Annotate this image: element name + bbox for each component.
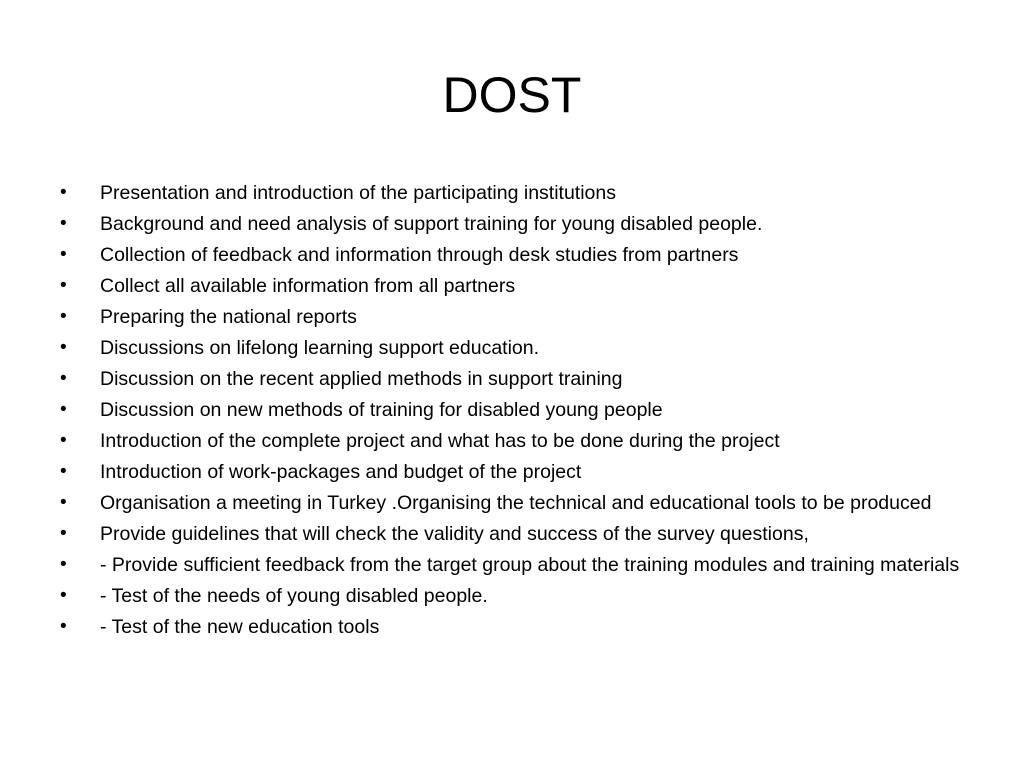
bullet-icon: • bbox=[60, 585, 67, 606]
bullet-item bbox=[56, 428, 976, 454]
bullet-text: Collection of feedback and information through desk studies from partners bbox=[100, 244, 739, 266]
bullet-icon: • bbox=[60, 461, 67, 482]
bullet-icon: • bbox=[60, 523, 67, 544]
bullet-item bbox=[56, 614, 976, 640]
bullet-icon: • bbox=[60, 213, 67, 234]
bullet-item bbox=[56, 459, 976, 485]
bullet-text: Background and need analysis of support training for young disabled people. bbox=[100, 213, 763, 235]
bullet-text: Collect all available information from all partners bbox=[100, 275, 516, 297]
bullet-icon: • bbox=[60, 244, 67, 265]
bullet-text: Discussion on new methods of training for disabled young people bbox=[100, 399, 663, 421]
bullet-text: Provide guidelines that will check the validity and success of the survey questions, bbox=[100, 523, 809, 545]
bullet-icon: • bbox=[60, 182, 67, 203]
bullet-item bbox=[56, 335, 976, 361]
bullet-icon: • bbox=[60, 275, 67, 296]
bullet-item bbox=[56, 242, 976, 268]
bullet-text: Introduction of work-packages and budget of the project bbox=[100, 461, 582, 483]
bullet-item bbox=[56, 180, 976, 206]
bullet-text: Preparing the national reports bbox=[100, 306, 357, 328]
bullet-text: Presentation and introduction of the participating institutions bbox=[100, 182, 616, 204]
slide-title: DOST bbox=[442, 67, 582, 123]
bullet-icon: • bbox=[60, 368, 67, 389]
bullet-text: Introduction of the complete project and what has to be done during the project bbox=[100, 430, 780, 452]
bullet-icon: • bbox=[60, 306, 67, 327]
bullet-item bbox=[56, 304, 976, 330]
bullet-icon: • bbox=[60, 554, 67, 575]
bullet-text: Discussions on lifelong learning support education. bbox=[100, 337, 540, 359]
bullet-icon: • bbox=[60, 616, 67, 637]
bullet-item bbox=[56, 583, 976, 609]
bullet-icon: • bbox=[60, 399, 67, 420]
bullet-text: - Provide sufficient feedback from the target group about the training modules and training materials bbox=[100, 554, 960, 576]
bullet-icon: • bbox=[60, 430, 67, 451]
bullet-item bbox=[56, 490, 976, 516]
bullet-item bbox=[56, 521, 976, 547]
bullet-item bbox=[56, 211, 976, 237]
bullet-item bbox=[56, 397, 976, 423]
bullet-list bbox=[56, 180, 976, 645]
bullet-item bbox=[56, 273, 976, 299]
bullet-text: - Test of the new education tools bbox=[100, 616, 380, 638]
bullet-text: Organisation a meeting in Turkey .Organising the technical and educational tools to be produced bbox=[100, 492, 932, 514]
bullet-item bbox=[56, 366, 976, 392]
bullet-icon: • bbox=[60, 492, 67, 513]
bullet-item bbox=[56, 552, 976, 578]
bullet-text: - Test of the needs of young disabled people. bbox=[100, 585, 488, 607]
bullet-text: Discussion on the recent applied methods in support training bbox=[100, 368, 623, 390]
bullet-icon: • bbox=[60, 337, 67, 358]
